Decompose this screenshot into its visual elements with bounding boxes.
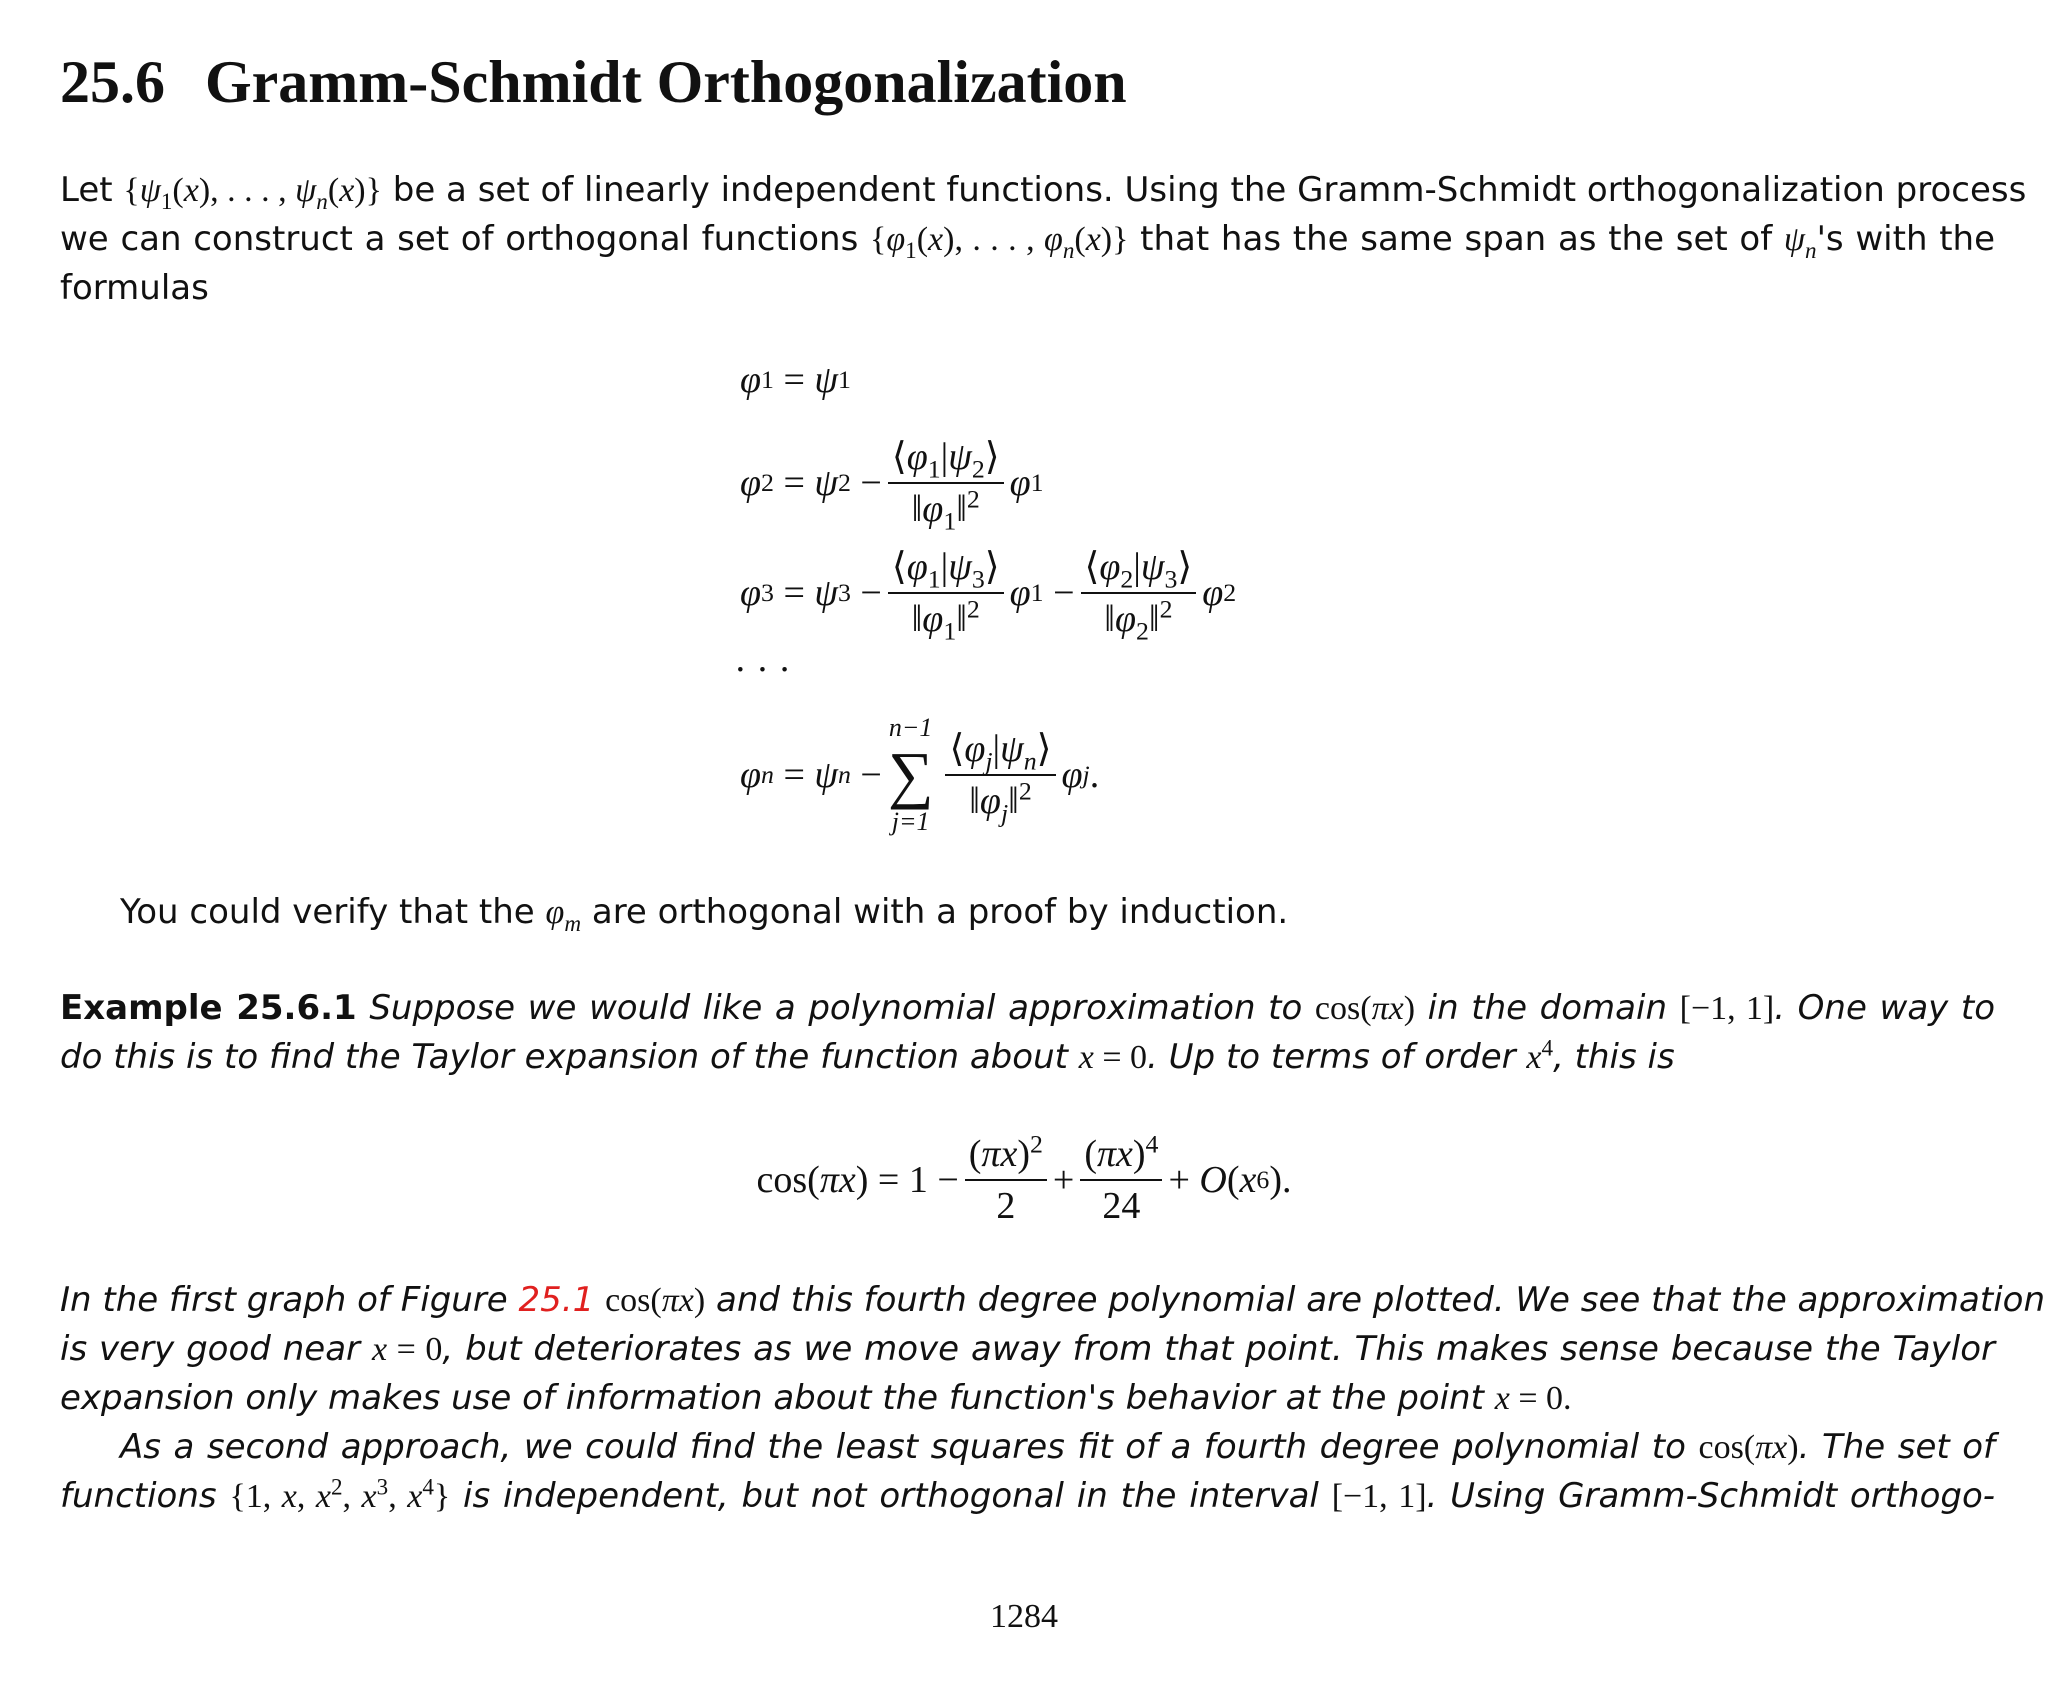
example-paragraph (60, 984, 1995, 1082)
equation-phi2: φ 2 = ψ 2 − $\frac{⟨\varphi_1|\psi_2⟩}{‖\varphi_1‖^2}$ φ 1 (740, 428, 1044, 538)
page-number: 1284 (990, 1598, 1058, 1635)
text-deteriorates: , but deteriorates as we move away from that point. This makes sense because the Taylor (442, 1329, 1995, 1369)
text-same-span: that has the same span as the set of (1140, 219, 1773, 259)
interval-math-2: [−1, 1] (1331, 1478, 1427, 1515)
text-expansion-only: expansion only makes use of information about the function's behavior at the point (60, 1378, 1484, 1418)
equation-phi3: φ 3 = ψ 3 − $\frac{⟨\varphi_1|\psi_3⟩}{‖\varphi_1‖^2}$ φ 1 − $\frac{⟨\varphi_2|\psi_3⟩}{‖\varphi_2‖^2}$ φ 2 (740, 538, 1236, 648)
text-verify: You could verify that the (120, 892, 535, 932)
text-functions: functions (60, 1476, 217, 1516)
cos-pi-x-math: cos(πx) (1314, 990, 1416, 1027)
text-independent: is independent, but not orthogonal in the interval (463, 1476, 1319, 1516)
section-number: 25.6 (60, 49, 165, 115)
example-line-1 (60, 984, 1995, 1033)
example-label: Example 25.6.1 (60, 988, 357, 1028)
phi-set-math: {$\varphi_1(x)$, . . . , $\varphi_n(x)$} (870, 221, 1129, 264)
discussion-line-1 (60, 1276, 2045, 1325)
discussion-line-4 (60, 1423, 1995, 1472)
verify-line (120, 888, 1920, 937)
intro-line-3: formulas (60, 268, 209, 308)
text-taylor: do this is to find the Taylor expansion of the function about (60, 1037, 1068, 1077)
x4-math: $x^4$ (1526, 1035, 1554, 1076)
monomial-set-math: {1, x, $x^2$, $x^3$, $x^4$} (229, 1474, 451, 1515)
text-second-approach: As a second approach, we could find the least squares fit of a fourth degree polynomial to (120, 1427, 1686, 1467)
psi-set-math: {$\psi_1(x)$, . . . , $\psi_n(x)$} (123, 172, 382, 215)
discussion-line-3 (60, 1374, 1995, 1423)
x-equals-0-math-3: x = 0. (1494, 1380, 1572, 1417)
text-using-gs: . Using Gramm-Schmidt orthogo- (1426, 1476, 1996, 1516)
section-heading (60, 42, 1960, 122)
interval-math: [−1, 1] (1679, 990, 1775, 1027)
text-first-graph: In the first graph of Figure (60, 1280, 508, 1320)
figure-link[interactable]: 25.1 (518, 1280, 595, 1320)
intro-line-2 (60, 215, 1995, 264)
intro-paragraph (60, 166, 2027, 312)
text-suppose: Suppose we would like a polynomial approximation to (369, 988, 1303, 1028)
text-orthogonal-induction: are orthogonal with a proof by induction. (591, 892, 1289, 932)
equation-phin: φ n = ψ n − n−1 ∑ j=1 $\frac{⟨\varphi_j|\psi_n⟩}{‖\varphi_j‖^2}$ φ j . (740, 713, 1100, 836)
section-title: Gramm-Schmidt Orthogonalization (205, 49, 1127, 115)
example-line-2 (60, 1033, 1995, 1082)
x-equals-0-math-2: x = 0 (371, 1331, 443, 1368)
phi-m-math: $\varphi_m$ (545, 894, 582, 937)
text-up-to-order: . Up to terms of order (1147, 1037, 1516, 1077)
verify-paragraph (120, 888, 1920, 937)
intro-line-1 (60, 166, 2027, 215)
text-construct: we can construct a set of orthogonal functions (60, 219, 859, 259)
x-equals-0-math: x = 0 (1078, 1039, 1148, 1076)
text-plotted: and this fourth degree polynomial are plotted. We see that the approximation (715, 1280, 2045, 1320)
discussion-line-5 (60, 1472, 1995, 1521)
text-this-is: , this is (1553, 1037, 1675, 1077)
cos-pi-x-math-2: cos(πx) (605, 1282, 706, 1319)
text-very-good: is very good near (60, 1329, 361, 1369)
taylor-expansion-equation: cos( πx ) = 1 − $\frac{(\pi x)^2}{2}$ + $\frac{(\pi x)^4}{24}$ + O ( x 6 ). (756, 1129, 1292, 1227)
text-be-a-set: be a set of linearly independent functions. Using the Gramm-Schmidt orthogonalization process (392, 170, 2027, 210)
equation-phi1: φ 1 = ψ 1 (740, 359, 851, 401)
discussion-paragraph (60, 1276, 2045, 1521)
psi-n-math: $\psi_n$ (1783, 221, 1817, 264)
text-in-domain: in the domain (1427, 988, 1667, 1028)
text-with-the: 's with the (1816, 219, 1995, 259)
cos-pi-x-math-3: cos(πx) (1698, 1429, 1799, 1466)
gram-schmidt-equations (734, 340, 1440, 860)
equation-ellipsis: · · · (734, 649, 791, 691)
text-set-of: . The set of (1798, 1427, 1996, 1467)
discussion-line-2 (60, 1325, 1995, 1374)
text-let: Let (60, 170, 113, 210)
text-one-way: . One way to (1774, 988, 1996, 1028)
